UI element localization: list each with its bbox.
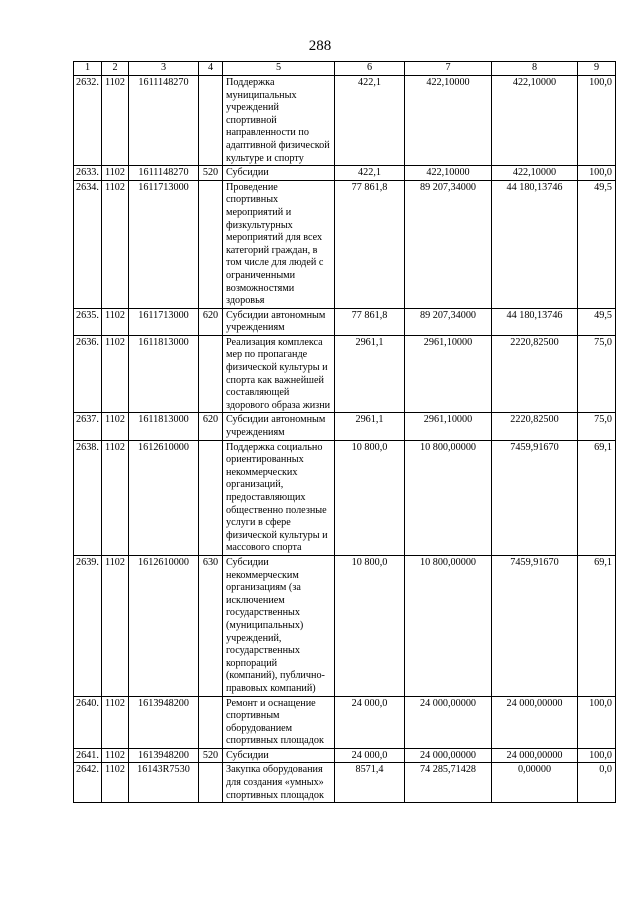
row-number-cell: 2632. xyxy=(74,76,102,166)
header-cell: 4 xyxy=(199,62,223,76)
section-code-cell: 1102 xyxy=(102,748,129,763)
target-article-code-cell: 16143R7530 xyxy=(129,763,199,803)
execution-percent-cell: 100,0 xyxy=(578,748,616,763)
description-cell: Субсидии автономным учреждениям xyxy=(223,413,335,440)
refined-plan-cell: 74 285,71428 xyxy=(405,763,492,803)
description-cell: Субсидии xyxy=(223,748,335,763)
planned-amount-cell: 10 800,0 xyxy=(335,555,405,696)
expense-type-code-cell xyxy=(199,763,223,803)
expense-type-code-cell: 520 xyxy=(199,748,223,763)
row-number-cell: 2636. xyxy=(74,335,102,413)
executed-amount-cell: 2220,82500 xyxy=(492,413,578,440)
row-number-cell: 2639. xyxy=(74,555,102,696)
planned-amount-cell: 10 800,0 xyxy=(335,440,405,555)
row-number-cell: 2640. xyxy=(74,696,102,748)
target-article-code-cell: 1611813000 xyxy=(129,413,199,440)
execution-percent-cell: 100,0 xyxy=(578,76,616,166)
header-cell: 3 xyxy=(129,62,199,76)
target-article-code-cell: 1611148270 xyxy=(129,166,199,181)
description-cell: Субсидии некоммерческим организациям (за исключением государственных (муниципальных) учреждений, государственных корпораций (компаний), публично-правовых компаний) xyxy=(223,555,335,696)
table-row xyxy=(74,413,616,440)
section-code-cell: 1102 xyxy=(102,696,129,748)
executed-amount-cell: 2220,82500 xyxy=(492,335,578,413)
description-cell: Реализация комплекса мер по пропаганде физической культуры и спорта как важнейшей составляющей здорового образа жизни xyxy=(223,335,335,413)
executed-amount-cell: 44 180,13746 xyxy=(492,308,578,335)
header-cell: 9 xyxy=(578,62,616,76)
table-row xyxy=(74,180,616,308)
description-cell: Поддержка муниципальных учреждений спортивной направленности по адаптивной физической культуре и спорту xyxy=(223,76,335,166)
execution-percent-cell: 75,0 xyxy=(578,335,616,413)
table-row xyxy=(74,308,616,335)
refined-plan-cell: 89 207,34000 xyxy=(405,180,492,308)
expense-type-code-cell: 620 xyxy=(199,308,223,335)
description-cell: Закупка оборудования для создания «умных» спортивных площадок xyxy=(223,763,335,803)
section-code-cell: 1102 xyxy=(102,335,129,413)
table-row xyxy=(74,763,616,803)
section-code-cell: 1102 xyxy=(102,180,129,308)
header-cell: 2 xyxy=(102,62,129,76)
executed-amount-cell: 24 000,00000 xyxy=(492,696,578,748)
row-number-cell: 2642. xyxy=(74,763,102,803)
header-cell: 5 xyxy=(223,62,335,76)
executed-amount-cell: 422,10000 xyxy=(492,166,578,181)
budget-table xyxy=(73,61,616,803)
expense-type-code-cell xyxy=(199,696,223,748)
description-cell: Ремонт и оснащение спортивным оборудованием спортивных площадок xyxy=(223,696,335,748)
row-number-cell: 2638. xyxy=(74,440,102,555)
section-code-cell: 1102 xyxy=(102,76,129,166)
expense-type-code-cell xyxy=(199,76,223,166)
row-number-cell: 2641. xyxy=(74,748,102,763)
execution-percent-cell: 49,5 xyxy=(578,180,616,308)
planned-amount-cell: 77 861,8 xyxy=(335,308,405,335)
section-code-cell: 1102 xyxy=(102,440,129,555)
executed-amount-cell: 7459,91670 xyxy=(492,440,578,555)
expense-type-code-cell: 630 xyxy=(199,555,223,696)
executed-amount-cell: 422,10000 xyxy=(492,76,578,166)
target-article-code-cell: 1611148270 xyxy=(129,76,199,166)
header-cell: 6 xyxy=(335,62,405,76)
refined-plan-cell: 2961,10000 xyxy=(405,413,492,440)
execution-percent-cell: 100,0 xyxy=(578,696,616,748)
header-cell: 1 xyxy=(74,62,102,76)
planned-amount-cell: 422,1 xyxy=(335,166,405,181)
description-cell: Субсидии xyxy=(223,166,335,181)
execution-percent-cell: 0,0 xyxy=(578,763,616,803)
execution-percent-cell: 100,0 xyxy=(578,166,616,181)
description-cell: Проведение спортивных мероприятий и физкультурных мероприятий для всех категорий граждан, в том числе для людей с ограниченными возможностями здоровья xyxy=(223,180,335,308)
section-code-cell: 1102 xyxy=(102,763,129,803)
section-code-cell: 1102 xyxy=(102,413,129,440)
section-code-cell: 1102 xyxy=(102,555,129,696)
target-article-code-cell: 1612610000 xyxy=(129,555,199,696)
planned-amount-cell: 422,1 xyxy=(335,76,405,166)
target-article-code-cell: 1613948200 xyxy=(129,748,199,763)
expense-type-code-cell xyxy=(199,335,223,413)
planned-amount-cell: 24 000,0 xyxy=(335,696,405,748)
description-cell: Субсидии автономным учреждениям xyxy=(223,308,335,335)
target-article-code-cell: 1611713000 xyxy=(129,308,199,335)
table-row xyxy=(74,555,616,696)
expense-type-code-cell: 520 xyxy=(199,166,223,181)
section-code-cell: 1102 xyxy=(102,308,129,335)
table-row xyxy=(74,76,616,166)
planned-amount-cell: 2961,1 xyxy=(335,413,405,440)
executed-amount-cell: 24 000,00000 xyxy=(492,748,578,763)
refined-plan-cell: 10 800,00000 xyxy=(405,555,492,696)
target-article-code-cell: 1611813000 xyxy=(129,335,199,413)
description-cell: Поддержка социально ориентированных некоммерческих организаций, предоставляющих общественно полезные услуги в сфере физической культуры и массового спорта xyxy=(223,440,335,555)
row-number-cell: 2634. xyxy=(74,180,102,308)
planned-amount-cell: 77 861,8 xyxy=(335,180,405,308)
planned-amount-cell: 2961,1 xyxy=(335,335,405,413)
table-row xyxy=(74,440,616,555)
row-number-cell: 2633. xyxy=(74,166,102,181)
refined-plan-cell: 24 000,00000 xyxy=(405,696,492,748)
execution-percent-cell: 49,5 xyxy=(578,308,616,335)
refined-plan-cell: 10 800,00000 xyxy=(405,440,492,555)
execution-percent-cell: 69,1 xyxy=(578,555,616,696)
table-row xyxy=(74,166,616,181)
table-body xyxy=(74,76,616,803)
refined-plan-cell: 422,10000 xyxy=(405,76,492,166)
table-row xyxy=(74,335,616,413)
refined-plan-cell: 89 207,34000 xyxy=(405,308,492,335)
row-number-cell: 2635. xyxy=(74,308,102,335)
refined-plan-cell: 24 000,00000 xyxy=(405,748,492,763)
row-number-cell: 2637. xyxy=(74,413,102,440)
target-article-code-cell: 1613948200 xyxy=(129,696,199,748)
execution-percent-cell: 75,0 xyxy=(578,413,616,440)
expense-type-code-cell xyxy=(199,440,223,555)
executed-amount-cell: 0,00000 xyxy=(492,763,578,803)
executed-amount-cell: 7459,91670 xyxy=(492,555,578,696)
executed-amount-cell: 44 180,13746 xyxy=(492,180,578,308)
target-article-code-cell: 1612610000 xyxy=(129,440,199,555)
expense-type-code-cell xyxy=(199,180,223,308)
target-article-code-cell: 1611713000 xyxy=(129,180,199,308)
expense-type-code-cell: 620 xyxy=(199,413,223,440)
planned-amount-cell: 24 000,0 xyxy=(335,748,405,763)
header-cell: 8 xyxy=(492,62,578,76)
header-row xyxy=(74,62,616,76)
refined-plan-cell: 422,10000 xyxy=(405,166,492,181)
section-code-cell: 1102 xyxy=(102,166,129,181)
refined-plan-cell: 2961,10000 xyxy=(405,335,492,413)
planned-amount-cell: 8571,4 xyxy=(335,763,405,803)
page-number: 288 xyxy=(308,38,332,54)
table-row xyxy=(74,696,616,748)
table-row xyxy=(74,748,616,763)
header-cell: 7 xyxy=(405,62,492,76)
execution-percent-cell: 69,1 xyxy=(578,440,616,555)
